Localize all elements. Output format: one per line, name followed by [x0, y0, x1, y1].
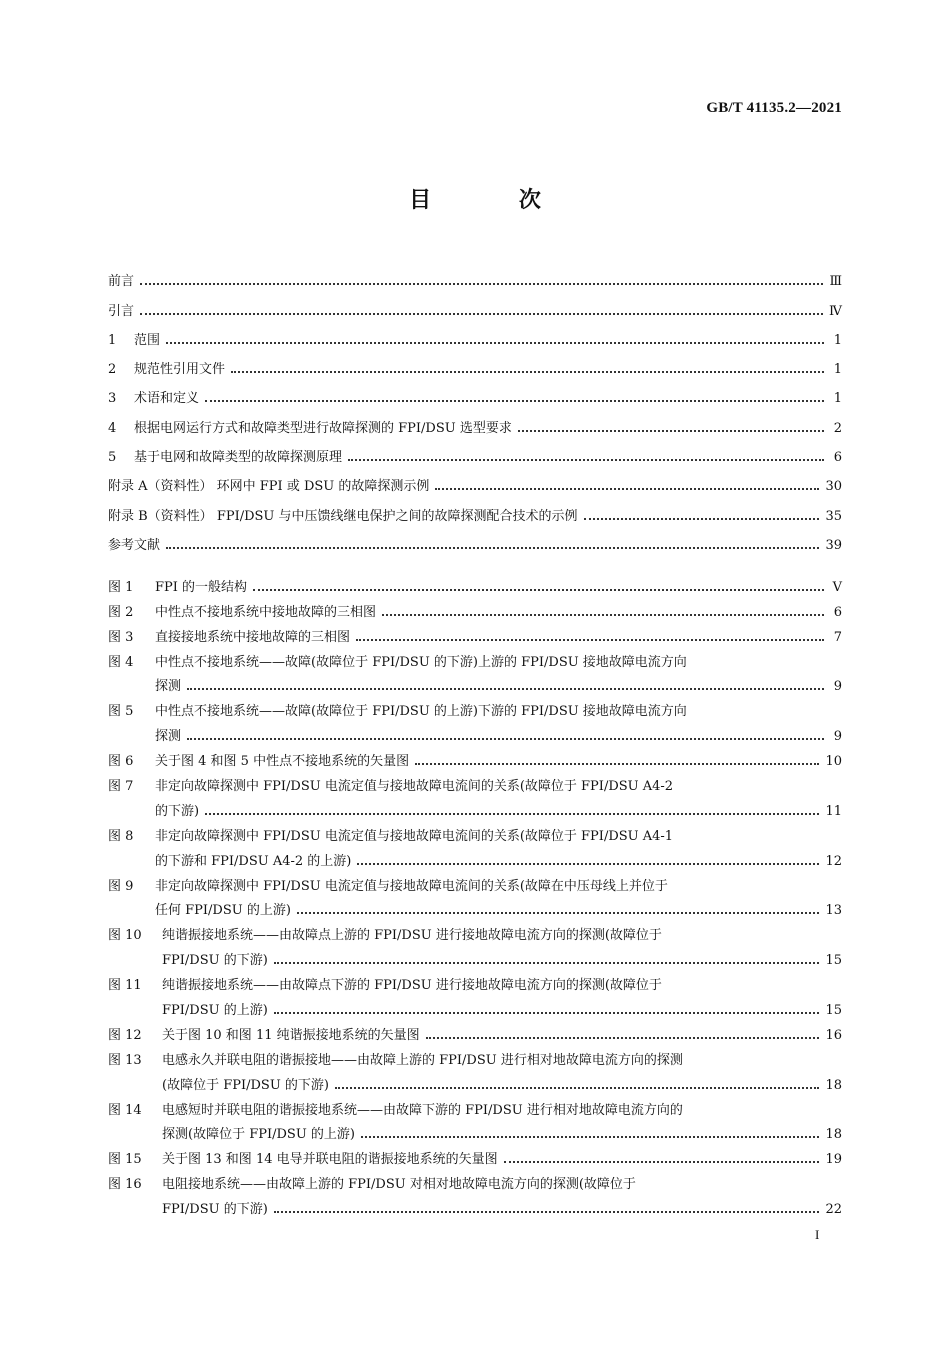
section-list	[108, 260, 842, 553]
figure-entry-number: 图 10	[108, 928, 142, 944]
toc-entry[interactable]	[108, 289, 842, 318]
toc-entry-page: Ⅲ	[829, 274, 842, 290]
figure-entry[interactable]	[108, 1043, 842, 1093]
figure-entry-title: 非定向故障探测中 FPI/DSU 电流定值与接地故障电流间的关系(故障位于 FPI/DSU A4-1	[155, 828, 674, 844]
figure-entry-title: 中性点不接地系统——故障(故障位于 FPI/DSU 的上游)下游的 FPI/DSU 接地故障电流方向	[155, 704, 687, 720]
figure-entry-number: 图 3	[108, 629, 134, 645]
toc-entry-number: 5	[108, 450, 117, 466]
figure-entry-page: Ⅴ	[832, 579, 842, 595]
toc-entry-page: 39	[825, 537, 842, 553]
figure-entry-title: 纯谐振接地系统——由故障点下游的 FPI/DSU 进行接地故障电流方向的探测(故障位于	[162, 978, 662, 994]
figure-entry-page: 12	[825, 853, 842, 869]
figure-entry-number: 图 7	[108, 779, 134, 795]
figure-entry[interactable]	[108, 570, 842, 595]
figure-entry[interactable]	[108, 620, 842, 645]
figure-entry-number: 图 15	[108, 1152, 142, 1168]
figure-entry-number: 图 16	[108, 1177, 142, 1193]
dot-leader	[356, 639, 824, 641]
toc-entry[interactable]	[108, 524, 842, 553]
figure-entry-title: 中性点不接地系统——故障(故障位于 FPI/DSU 的下游)上游的 FPI/DSU 接地故障电流方向	[155, 654, 687, 670]
toc-entry[interactable]	[108, 319, 842, 348]
toc-entry-label: 附录 A（资料性） 环网中 FPI 或 DSU 的故障探测示例	[108, 479, 430, 495]
figure-entry-title-cont: FPI/DSU 的下游)	[162, 953, 268, 969]
figure-entry-title: 关于图 13 和图 14 电导并联电阻的谐振接地系统的矢量图	[162, 1152, 498, 1168]
toc-entry-page: 1	[833, 391, 842, 407]
figure-entry-page: 7	[833, 629, 842, 645]
toc-entry[interactable]	[108, 406, 842, 435]
figure-entry-title: 关于图 10 和图 11 纯谐振接地系统的矢量图	[162, 1027, 420, 1043]
dot-leader	[584, 518, 820, 520]
dot-leader	[335, 1087, 819, 1089]
figure-entry-number: 图 6	[108, 754, 134, 770]
dot-leader	[140, 313, 823, 315]
dot-leader	[274, 1211, 820, 1213]
figure-entry[interactable]	[108, 968, 842, 1018]
dot-leader	[518, 430, 824, 432]
dot-leader	[426, 1037, 820, 1039]
toc-entry[interactable]	[108, 348, 842, 377]
dot-leader	[382, 614, 824, 616]
dot-leader	[166, 547, 819, 549]
dot-leader	[187, 738, 824, 740]
figure-entry-number: 图 1	[108, 579, 134, 595]
dot-leader	[187, 688, 824, 690]
figure-entry-title: 非定向故障探测中 FPI/DSU 电流定值与接地故障电流间的关系(故障在中压母线上并位于	[155, 878, 668, 894]
dot-leader	[357, 863, 819, 865]
dot-leader	[253, 589, 824, 591]
figure-entry-page: 18	[825, 1077, 842, 1093]
figure-entry-title: 电阻接地系统——由故障上游的 FPI/DSU 对相对地故障电流方向的探测(故障位于	[162, 1177, 636, 1193]
toc-entry-page: 1	[833, 332, 842, 348]
figure-entry[interactable]	[108, 744, 842, 769]
figure-entry-number: 图 13	[108, 1052, 142, 1068]
dot-leader	[348, 459, 824, 461]
dot-leader	[415, 763, 819, 765]
figure-entry[interactable]	[108, 694, 842, 744]
toc-entry-label: 参考文献	[108, 537, 161, 553]
figure-entry-number: 图 9	[108, 878, 134, 894]
figure-entry[interactable]	[108, 869, 842, 919]
toc-entry-page: 30	[825, 479, 842, 495]
figure-entry-page: 11	[825, 803, 842, 819]
toc-entry-label: 范围	[134, 332, 161, 348]
figure-entry-page: 22	[825, 1202, 842, 1218]
dot-leader	[205, 813, 819, 815]
figure-entry[interactable]	[108, 1167, 842, 1217]
figure-entry[interactable]	[108, 595, 842, 620]
figure-entry-number: 图 11	[108, 978, 142, 994]
toc-entry-page: 1	[833, 362, 842, 378]
toc-entry[interactable]	[108, 436, 842, 465]
toc-entry-number: 3	[108, 391, 117, 407]
figure-entry[interactable]	[108, 918, 842, 968]
figure-entry-page: 15	[825, 1003, 842, 1019]
figure-entry-number: 图 12	[108, 1027, 142, 1043]
figure-entry-number: 图 5	[108, 704, 134, 720]
figure-entry-title-cont: FPI/DSU 的下游)	[162, 1202, 268, 1218]
figure-list	[108, 570, 842, 1217]
figure-entry-title-cont: FPI/DSU 的上游)	[162, 1003, 268, 1019]
figure-entry-title-cont: 探测	[155, 729, 182, 745]
dot-leader	[435, 488, 819, 490]
figure-entry-page: 13	[825, 903, 842, 919]
toc-entry-number: 2	[108, 362, 117, 378]
dot-leader	[231, 371, 824, 373]
figure-entry[interactable]	[108, 769, 842, 819]
figure-entry-title-cont: 的下游和 FPI/DSU A4-2 的上游)	[155, 853, 352, 869]
figure-entry-page: 15	[825, 953, 842, 969]
toc-entry-label: 附录 B（资料性） FPI/DSU 与中压馈线继电保护之间的故障探测配合技术的示例	[108, 508, 578, 524]
dot-leader	[504, 1161, 820, 1163]
figure-entry-title: FPI 的一般结构	[155, 579, 248, 595]
dot-leader	[166, 342, 824, 344]
figure-entry-title: 非定向故障探测中 FPI/DSU 电流定值与接地故障电流间的关系(故障位于 FPI/DSU A4-2	[155, 779, 674, 795]
figure-entry-title: 电感短时并联电阻的谐振接地系统——由故障下游的 FPI/DSU 进行相对地故障电流方向的	[162, 1102, 683, 1118]
toc-entry-label: 术语和定义	[134, 391, 200, 407]
figure-entry-page: 18	[825, 1127, 842, 1143]
figure-entry-page: 10	[825, 754, 842, 770]
standard-number: GB/T 41135.2—2021	[706, 100, 842, 116]
toc-entry[interactable]	[108, 260, 842, 289]
toc-entry-label: 引言	[108, 303, 135, 319]
toc-entry[interactable]	[108, 465, 842, 494]
dot-leader	[205, 400, 824, 402]
dot-leader	[361, 1136, 819, 1138]
figure-entry-title-cont: 任何 FPI/DSU 的上游)	[155, 903, 291, 919]
figure-entry-page: 9	[833, 729, 842, 745]
page-title: 目 次	[409, 188, 581, 213]
toc-entry-label: 规范性引用文件	[134, 362, 226, 378]
dot-leader	[140, 283, 823, 285]
toc-entry-label: 前言	[108, 274, 135, 290]
figure-entry-title-cont: 探测(故障位于 FPI/DSU 的上游)	[162, 1127, 355, 1143]
figure-entry-number: 图 4	[108, 654, 134, 670]
figure-entry-number: 图 14	[108, 1102, 142, 1118]
figure-entry[interactable]	[108, 1142, 842, 1167]
toc-entry-page: 6	[833, 450, 842, 466]
dot-leader	[297, 912, 820, 914]
figure-entry[interactable]	[108, 819, 842, 869]
dot-leader	[274, 962, 820, 964]
toc-entry-page: 35	[825, 508, 842, 524]
figure-entry[interactable]	[108, 1018, 842, 1043]
figure-entry-title-cont: 探测	[155, 679, 182, 695]
figure-entry-title: 关于图 4 和图 5 中性点不接地系统的矢量图	[155, 754, 410, 770]
figure-entry-title: 纯谐振接地系统——由故障点上游的 FPI/DSU 进行接地故障电流方向的探测(故障位于	[162, 928, 662, 944]
dot-leader	[274, 1012, 820, 1014]
figure-entry-number: 图 2	[108, 604, 134, 620]
figure-entry-title-cont: (故障位于 FPI/DSU 的下游)	[162, 1077, 329, 1093]
toc-entry[interactable]	[108, 494, 842, 523]
figure-entry-page: 19	[825, 1152, 842, 1168]
toc-entry-page: 2	[833, 420, 842, 436]
figure-entry-number: 图 8	[108, 828, 134, 844]
figure-entry-page: 6	[833, 604, 842, 620]
toc-entry-label: 基于电网和故障类型的故障探测原理	[134, 450, 343, 466]
figure-entry-title-cont: 的下游)	[155, 803, 200, 819]
toc-entry-label: 根据电网运行方式和故障类型进行故障探测的 FPI/DSU 选型要求	[134, 420, 512, 436]
figure-entry[interactable]	[108, 1093, 842, 1143]
toc-entry[interactable]	[108, 377, 842, 406]
page-number: I	[815, 1227, 820, 1242]
figure-entry-title: 直接接地系统中接地故障的三相图	[155, 629, 351, 645]
figure-entry-page: 9	[833, 679, 842, 695]
toc-entry-number: 4	[108, 420, 117, 436]
toc-entry-number: 1	[108, 332, 117, 348]
figure-entry[interactable]	[108, 645, 842, 695]
figure-entry-title: 中性点不接地系统中接地故障的三相图	[155, 604, 377, 620]
toc-entry-page: Ⅳ	[829, 303, 842, 319]
figure-entry-page: 16	[825, 1027, 842, 1043]
figure-entry-title: 电感永久并联电阻的谐振接地——由故障上游的 FPI/DSU 进行相对地故障电流方向的探测	[162, 1052, 683, 1068]
